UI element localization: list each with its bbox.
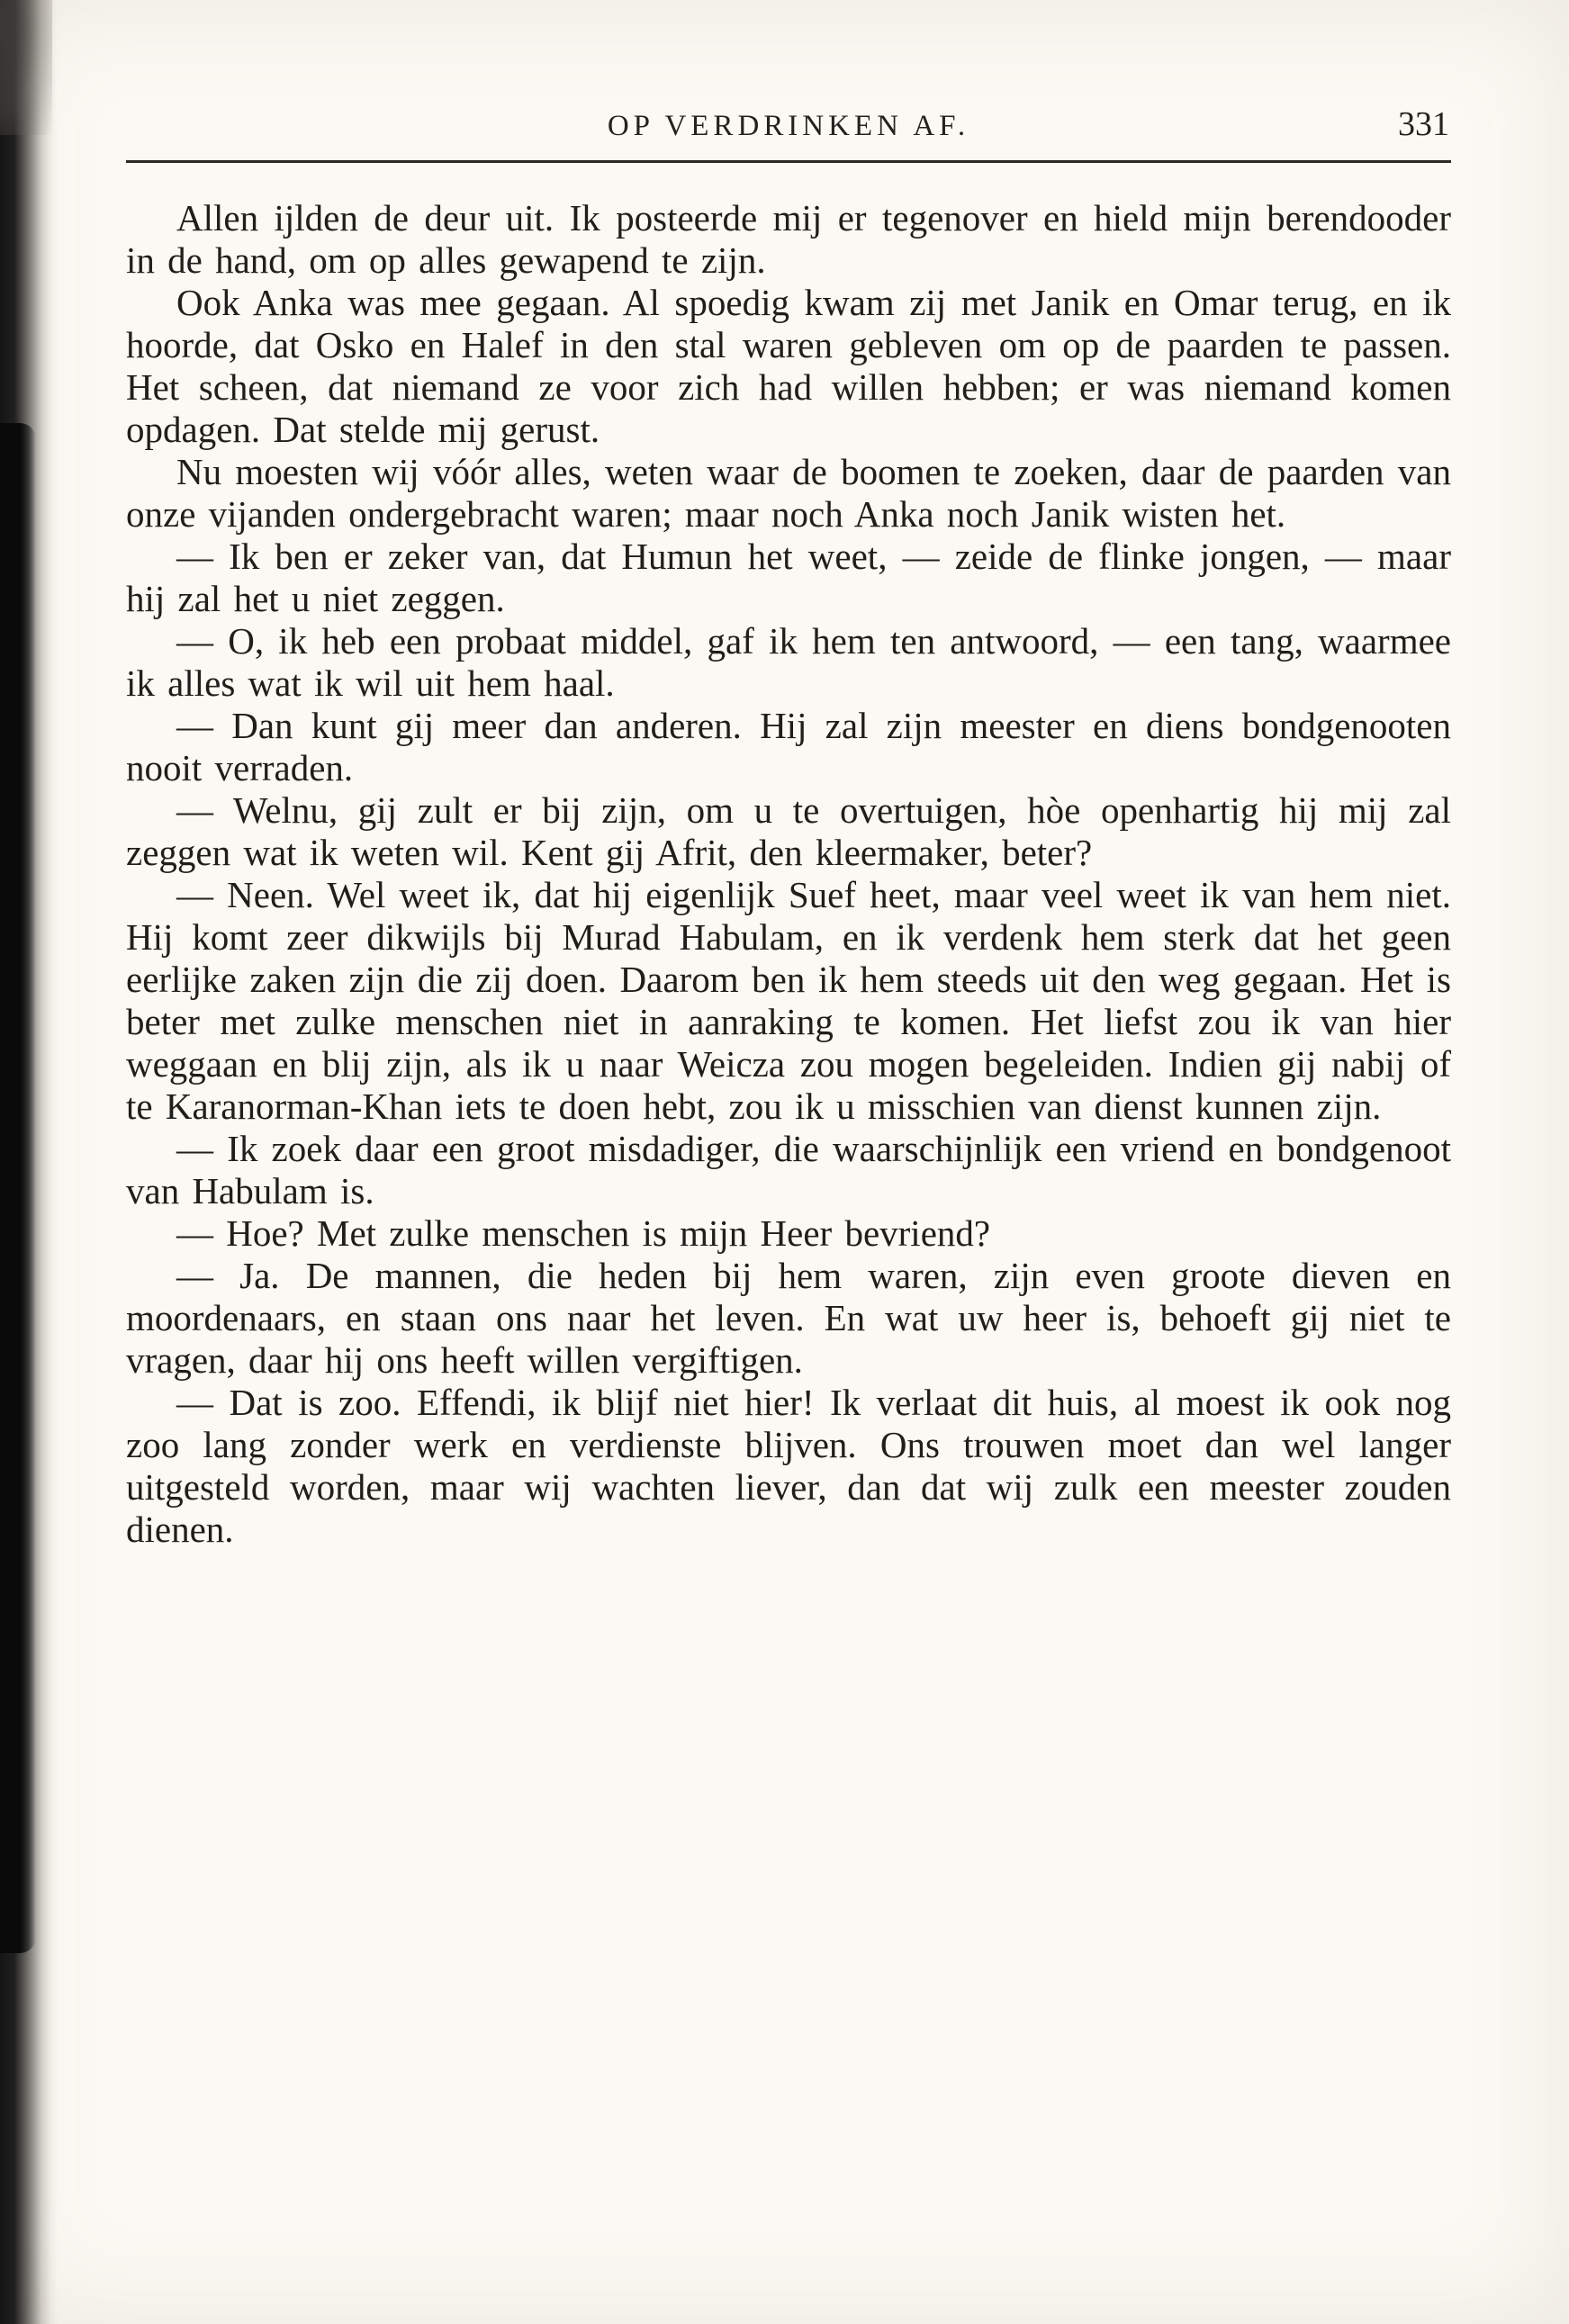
paragraph: — Neen. Wel weet ik, dat hij eigenlijk Suef heet, maar veel weet ik van hem niet. Hij komt zeer dikwijls bij Murad Habulam, en ik verdenk hem sterk dat het geen eerlijke zaken zijn die zij doen. Daarom ben ik hem steeds uit den weg gegaan. Het is beter met zulke menschen niet in aanraking te komen. Het liefst zou ik van hier weggaan en blij zijn, als ik u naar Weicza zou mogen begeleiden. Indien gij nabij of te Karanorman-Khan iets te doen hebt, zou ik u misschien van dienst kunnen zijn. <box>126 874 1451 1127</box>
paragraph: — Ik zoek daar een groot misdadiger, die waarschijnlijk een vriend en bondgenoot van Habulam is. <box>126 1128 1451 1212</box>
paragraph: — Dat is zoo. Effendi, ik blijf niet hier! Ik verlaat dit huis, al moest ik ook nog zoo lang zonder werk en verdienste blijven. Ons trouwen moet dan wel langer uitgesteld worden, maar wij wachten liever, dan dat wij zulk een meester zouden dienen. <box>126 1382 1451 1550</box>
body-text <box>126 197 1451 1551</box>
paragraph: — Ja. De mannen, die heden bij hem waren, zijn even groote dieven en moordenaars, en staan ons naar het leven. En wat uw heer is, behoeft gij niet te vragen, daar hij ons heeft willen vergiftigen. <box>126 1255 1451 1381</box>
running-header <box>126 104 1451 149</box>
paragraph: Nu moesten wij vóór alles, weten waar de boomen te zoeken, daar de paarden van onze vijanden ondergebracht waren; maar noch Anka noch Janik wisten het. <box>126 451 1451 535</box>
paragraph: Ook Anka was mee gegaan. Al spoedig kwam zij met Janik en Omar terug, en ik hoorde, dat Osko en Halef in den stal waren gebleven om op de paarden te passen. Het scheen, dat niemand ze voor zich had willen hebben; er was niemand komen opdagen. Dat stelde mij gerust. <box>126 282 1451 450</box>
paragraph: — Ik ben er zeker van, dat Humun het weet, — zeide de flinke jongen, — maar hij zal het u niet zeggen. <box>126 536 1451 619</box>
paragraph: Allen ijlden de deur uit. Ik posteerde mij er tegenover en hield mijn berendooder in de hand, om op alles gewapend te zijn. <box>126 197 1451 281</box>
scan-smudge <box>0 0 52 135</box>
running-header-title: OP VERDRINKEN AF. <box>607 110 970 142</box>
paragraph: — Welnu, gij zult er bij zijn, om u te overtuigen, hòe openhartig hij mij zal zeggen wat ik weten wil. Kent gij Afrit, den kleermaker, beter? <box>126 789 1451 873</box>
header-rule <box>126 160 1451 163</box>
page-content <box>126 104 1451 1551</box>
page-number: 331 <box>1398 105 1449 143</box>
paragraph: — Dan kunt gij meer dan anderen. Hij zal zijn meester en diens bondgenooten nooit verraden. <box>126 705 1451 788</box>
paragraph: — Hoe? Met zulke menschen is mijn Heer bevriend? <box>176 1212 991 1254</box>
binding-shadow-core <box>0 423 36 1953</box>
paragraph: — O, ik heb een probaat middel, gaf ik hem ten antwoord, — een tang, waarmee ik alles wat ik wil uit hem haal. <box>126 620 1451 704</box>
